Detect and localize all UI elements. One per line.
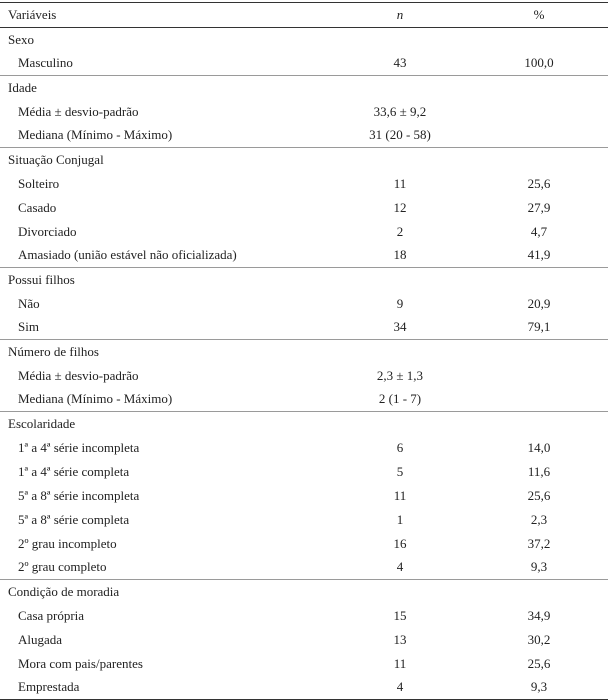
row-percent-value: 4,7 <box>530 223 548 239</box>
table-row <box>0 508 608 532</box>
group-empty-cell <box>330 412 470 436</box>
group-empty-cell <box>330 148 470 172</box>
table-row <box>0 364 608 388</box>
group-title: Possui filhos <box>0 268 330 292</box>
row-label: Mora com pais/parentes <box>18 655 143 671</box>
row-n-value: 9 <box>396 295 404 311</box>
row-percent-value: 2,3 <box>530 511 548 527</box>
row-n-value: 11 <box>393 487 407 503</box>
row-percent-value: 20,9 <box>527 295 551 311</box>
row-label: Não <box>18 295 40 311</box>
row-percent-value: 41,9 <box>527 247 551 263</box>
header-n: n <box>330 3 470 28</box>
row-n-value: 12 <box>393 199 407 215</box>
row-label: 5ª a 8ª série completa <box>18 511 130 527</box>
row-label: Masculino <box>18 55 73 71</box>
row-percent-value: 25,6 <box>527 655 551 671</box>
table-row <box>0 220 608 244</box>
row-n-value: 4 <box>396 559 404 575</box>
row-n-value: 18 <box>393 247 407 263</box>
group-title: Idade <box>0 76 330 100</box>
group-empty-cell <box>330 580 470 604</box>
table-row <box>0 556 608 580</box>
group-title: Número de filhos <box>0 340 330 364</box>
group-empty-cell <box>330 76 470 100</box>
row-percent-value <box>470 364 608 388</box>
group-empty-cell <box>470 340 608 364</box>
header-variables: Variáveis <box>0 3 330 28</box>
group-title: Sexo <box>8 31 34 47</box>
table-row <box>0 604 608 628</box>
row-percent-value: 37,2 <box>527 535 551 551</box>
table-row <box>0 484 608 508</box>
row-n-value: 2 <box>396 223 404 239</box>
table-row <box>0 388 608 412</box>
row-label: Média ± desvio-padrão <box>18 103 139 119</box>
group-empty-cell <box>470 28 608 52</box>
table-row <box>0 652 608 676</box>
row-n-value: 33,6 ± 9,2 <box>373 103 427 119</box>
row-percent-value: 100,0 <box>524 55 554 71</box>
table-row <box>0 532 608 556</box>
row-percent-value <box>470 124 608 148</box>
row-n-value: 15 <box>393 607 407 623</box>
row-percent-value: 14,0 <box>527 439 551 455</box>
row-label: Emprestada <box>0 676 330 700</box>
table-row <box>0 676 608 700</box>
table-row <box>0 196 608 220</box>
row-label: 5ª a 8ª série incompleta <box>18 487 140 503</box>
row-label: Mediana (Mínimo - Máximo) <box>18 391 173 407</box>
table-row <box>0 292 608 316</box>
group-empty-cell <box>330 340 470 364</box>
group-header-row <box>0 268 608 292</box>
row-label: 1ª a 4ª série completa <box>18 463 130 479</box>
table-row <box>0 628 608 652</box>
row-n-value: 5 <box>396 463 404 479</box>
table-row <box>0 172 608 196</box>
row-percent-value: 34,9 <box>527 607 551 623</box>
table-row <box>0 52 608 76</box>
group-empty-cell <box>470 148 608 172</box>
group-empty-cell <box>470 268 608 292</box>
group-empty-cell <box>330 268 470 292</box>
row-label: Solteiro <box>18 175 60 191</box>
row-label: 1ª a 4ª série incompleta <box>18 439 140 455</box>
row-percent-value: 30,2 <box>527 631 551 647</box>
group-empty-cell <box>470 580 608 604</box>
row-n-value: 31 (20 - 58) <box>369 127 431 143</box>
group-header-row <box>0 76 608 100</box>
table-row <box>0 124 608 148</box>
row-n-value: 13 <box>393 631 407 647</box>
table-row <box>0 100 608 124</box>
row-n-value: 6 <box>396 439 404 455</box>
header-percent: % <box>470 3 608 28</box>
row-n-value: 2,3 ± 1,3 <box>376 367 424 383</box>
group-header-row <box>0 28 608 52</box>
row-label: Amasiado (união estável não oficializada) <box>18 247 237 263</box>
row-n-value: 34 <box>393 319 407 335</box>
row-n-value: 1 <box>396 511 404 527</box>
group-title: Condição de moradia <box>0 580 330 604</box>
row-percent-value: 9,3 <box>530 559 548 575</box>
group-header-row <box>0 148 608 172</box>
row-label: 2º grau completo <box>18 559 107 575</box>
table-row <box>0 460 608 484</box>
row-percent-value <box>470 100 608 124</box>
row-label: Casa própria <box>18 607 85 623</box>
row-percent-value: 25,6 <box>527 487 551 503</box>
row-percent-value: 9,3 <box>470 676 608 700</box>
group-empty-cell <box>330 28 470 52</box>
group-title: Situação Conjugal <box>0 148 330 172</box>
row-percent-value: 27,9 <box>527 199 551 215</box>
row-label: Divorciado <box>18 223 77 239</box>
table-row <box>0 316 608 340</box>
row-label: Mediana (Mínimo - Máximo) <box>18 127 173 143</box>
row-n-value: 11 <box>393 175 407 191</box>
row-label: Média ± desvio-padrão <box>18 367 139 383</box>
table-row <box>0 436 608 460</box>
row-n-value: 2 (1 - 7) <box>378 391 422 407</box>
group-header-row <box>0 412 608 436</box>
group-empty-cell <box>470 76 608 100</box>
row-percent-value <box>470 388 608 412</box>
demographics-table <box>0 2 608 700</box>
table-body <box>0 28 608 700</box>
row-percent-value: 25,6 <box>527 175 551 191</box>
row-label: 2º grau incompleto <box>18 535 117 551</box>
row-label: Casado <box>18 199 57 215</box>
row-label: Sim <box>18 319 39 335</box>
group-title: Escolaridade <box>0 412 330 436</box>
group-header-row <box>0 580 608 604</box>
group-header-row <box>0 340 608 364</box>
row-n-value: 43 <box>393 55 407 71</box>
header-row <box>0 3 608 28</box>
row-label: Alugada <box>18 631 63 647</box>
table-row <box>0 244 608 268</box>
group-empty-cell <box>470 412 608 436</box>
table-header <box>0 3 608 28</box>
row-percent-value: 79,1 <box>527 319 551 335</box>
row-n-value: 16 <box>393 535 407 551</box>
row-percent-value: 11,6 <box>527 463 551 479</box>
row-n-value: 11 <box>393 655 407 671</box>
row-n-value: 4 <box>330 676 470 700</box>
